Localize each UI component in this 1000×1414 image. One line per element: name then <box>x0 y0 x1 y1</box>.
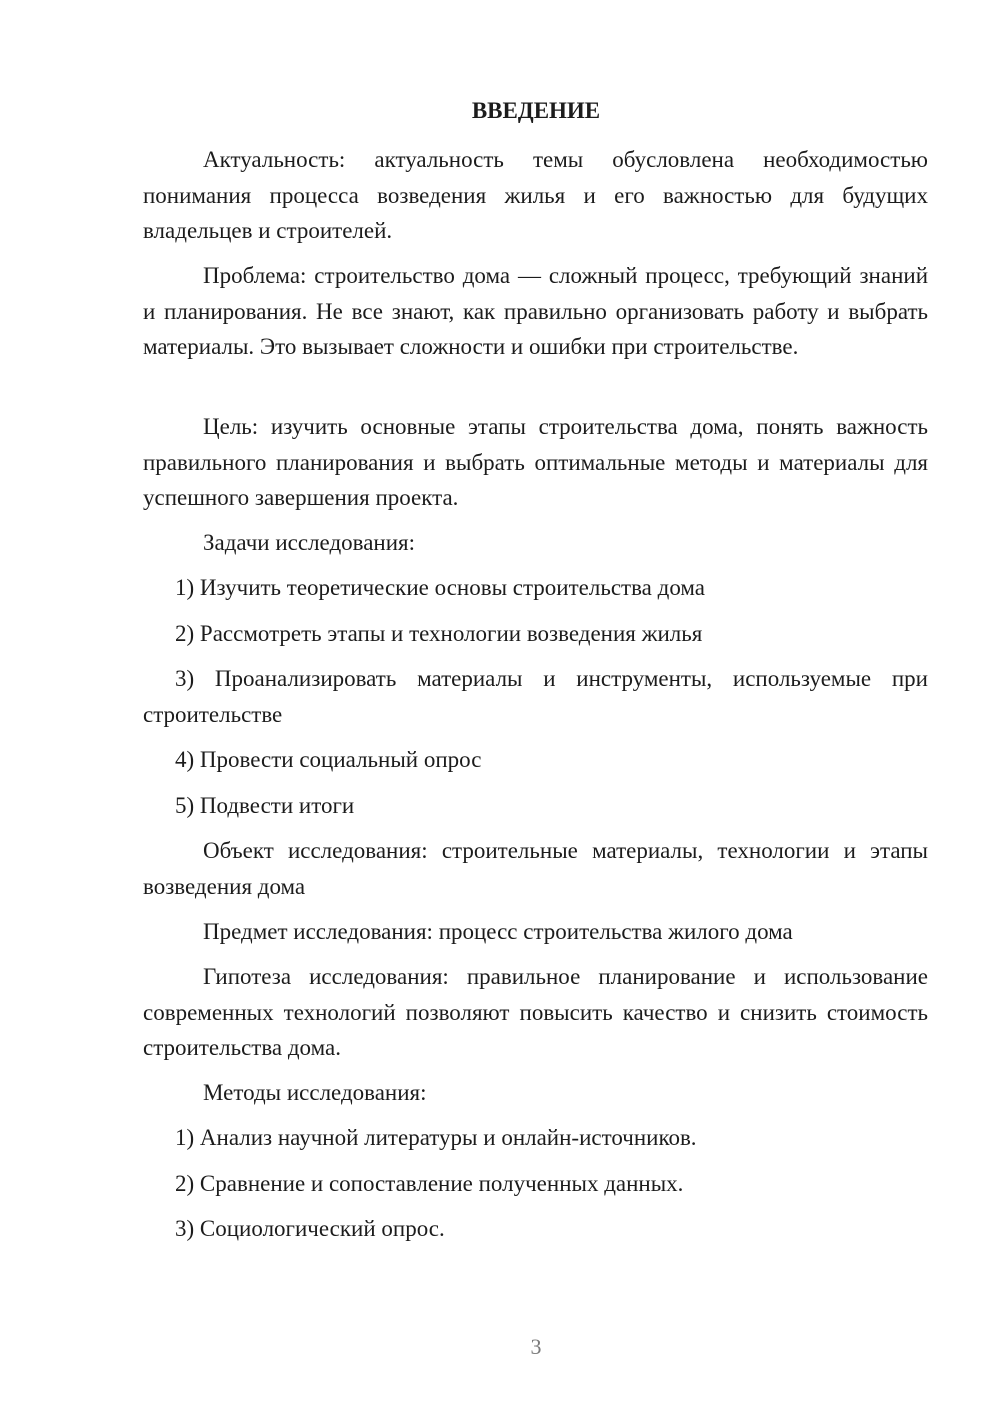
tasks-heading: Задачи исследования: <box>203 530 416 555</box>
methods-heading: Методы исследования: <box>203 1080 427 1105</box>
hypothesis-paragraph: Гипотеза исследования: правильное планирование и использование современных технологий позволяют повысить качество и снизить стоимость строительства дома. <box>143 964 928 1060</box>
task-item: 4) Провести социальный опрос <box>175 747 482 772</box>
task-item: 2) Рассмотреть этапы и технологии возведения жилья <box>175 621 703 646</box>
method-item: 3) Социологический опрос. <box>175 1216 445 1241</box>
method-item: 2) Сравнение и сопоставление полученных данных. <box>175 1171 684 1196</box>
section-title: ВВЕДЕНИЕ <box>471 98 601 123</box>
relevance-paragraph: Актуальность: актуальность темы обусловлена необходимостью понимания процесса возведения жилья и его важностью для будущих владельцев и строителей. <box>143 147 928 243</box>
subject-paragraph: Предмет исследования: процесс строительства жилого дома <box>203 919 793 944</box>
goal-paragraph: Цель: изучить основные этапы строительства дома, понять важность правильного планирования и выбрать оптимальные методы и материалы для успешного завершения проекта. <box>143 414 928 510</box>
task-item: 3) Проанализировать материалы и инструменты, используемые при строительстве <box>143 666 928 727</box>
page-number: 3 <box>530 1334 542 1359</box>
object-paragraph: Объект исследования: строительные материалы, технологии и этапы возведения дома <box>143 838 928 899</box>
task-item: 1) Изучить теоретические основы строительства дома <box>175 575 705 600</box>
task-item: 5) Подвести итоги <box>175 793 355 818</box>
method-item: 1) Анализ научной литературы и онлайн-источников. <box>175 1125 697 1150</box>
problem-paragraph: Проблема: строительство дома — сложный процесс, требующий знаний и планирования. Не все знают, как правильно организовать работу и выбрать материалы. Это вызывает сложности и ошибки при строительстве. <box>143 263 928 359</box>
